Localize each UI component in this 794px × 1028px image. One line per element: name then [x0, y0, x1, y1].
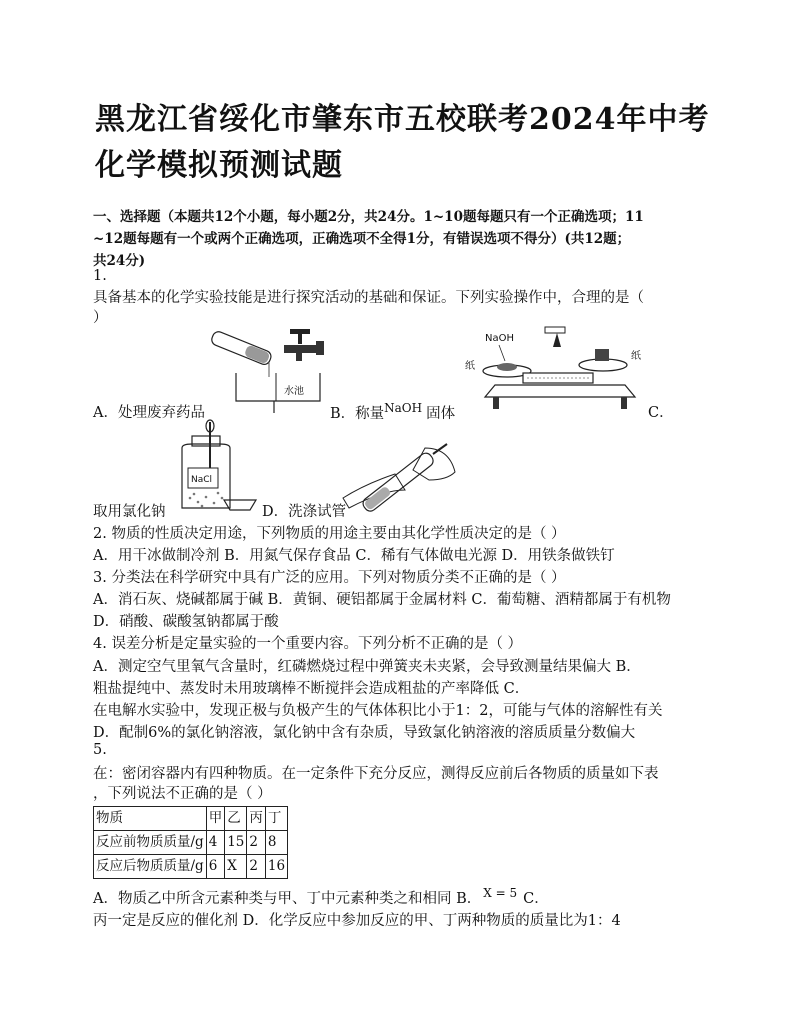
q5-stem: 在：密闭容器内有四种物质。在一定条件下充分反应，测得反应前后各物质的质量如下表 — [93, 766, 659, 782]
paper-right-label: 纸 — [631, 351, 641, 362]
q1-option-b — [330, 401, 455, 423]
table-cell: X — [225, 855, 247, 879]
table-row — [94, 855, 288, 879]
table-cell: 15 — [225, 831, 247, 855]
section-header-line2: ~12题每题有一个或两个正确选项，正确选项不全得1分，有错误选项不得分）(共12题； — [93, 231, 631, 247]
page-title-cont: 化学模拟预测试题 — [95, 148, 343, 183]
q1-stem: 具备基本的化学实验技能是进行探究活动的基础和保证。下列实验操作中，合理的是（ — [93, 290, 644, 306]
q5-option-b-formula: X = 5 — [483, 886, 518, 900]
q4-line1: A．测定空气里氧气含量时，红磷燃烧过程中弹簧夹未夹紧，会导致测量结果偏大 B． — [93, 659, 641, 675]
table-cell: 丙 — [247, 807, 266, 831]
table-cell: 甲 — [206, 807, 225, 831]
q3-options-line2: D．硝酸、碳酸氢钠都属于酸 — [93, 614, 279, 630]
q1-stem-cont: ） — [93, 310, 108, 326]
table-cell: 2 — [247, 855, 266, 879]
table-cell: 6 — [206, 855, 225, 879]
q1-option-a: A．处理废弃药品 — [93, 405, 205, 421]
table-cell: 反应后物质质量/g — [94, 855, 207, 879]
section-header-line3: 共24分) — [93, 253, 146, 269]
q5-option-a: A．物质乙中所含元素种类与甲、丁中元素种类之和相同 B． — [93, 891, 482, 907]
figure-balance — [465, 325, 645, 417]
figure-nacl-jar — [172, 418, 272, 518]
page-title: 黑龙江省绥化市肇东市五校联考2024年中考 — [95, 102, 710, 137]
table-cell: 8 — [265, 831, 287, 855]
sink-label: 水池 — [284, 386, 304, 397]
mass-table — [93, 806, 288, 879]
section-header-line1: 一、选择题（本题共12个小题，每小题2分，共24分。1~10题每题只有一个正确选项；11 — [93, 209, 644, 225]
q5-options-line2: 丙一定是反应的催化剂 D．化学反应中参加反应的甲、丁两种物质的质量比为1：4 — [93, 913, 621, 929]
table-cell: 16 — [265, 855, 287, 879]
q4-line2: 粗盐提纯中、蒸发时未用玻璃棒不断搅拌会造成粗盐的产率降低 C． — [93, 681, 530, 697]
q4-stem: 4. 误差分析是定量实验的一个重要内容。下列分析不正确的是（ ） — [93, 636, 523, 652]
table-cell: 2 — [247, 831, 266, 855]
q3-options-line1: A．消石灰、烧碱都属于碱 B．黄铜、硬铝都属于金属材料 C．葡萄糖、酒精都属于有机物 — [93, 592, 671, 608]
q1-option-b-label: B．称量 — [330, 406, 385, 422]
table-cell: 4 — [206, 831, 225, 855]
table-cell: 物质 — [94, 807, 207, 831]
nacl-label: NaCl — [191, 475, 213, 485]
q1-option-b-formula: NaOH — [384, 401, 423, 415]
q2-stem: 2. 物质的性质决定用途，下列物质的用途主要由其化学性质决定的是（ ） — [93, 526, 566, 542]
figure-wash-tube — [335, 438, 465, 516]
table-cell: 乙 — [225, 807, 247, 831]
paper-left-label: 纸 — [465, 361, 475, 372]
q2-options: A．用干冰做制冷剂 B．用氮气保存食品 C．稀有气体做电光源 D．用铁条做铁钉 — [93, 548, 615, 564]
q1-option-d: D．洗涤试管 — [262, 504, 347, 520]
q4-line3: 在电解水实验中，发现正极与负极产生的气体体积比小于1：2，可能与气体的溶解性有关 — [93, 703, 663, 719]
q5-number: 5. — [93, 742, 107, 758]
q1-number: 1. — [93, 268, 107, 284]
figure-dispose-waste — [206, 327, 326, 417]
table-header-row — [94, 807, 288, 831]
table-cell: 丁 — [265, 807, 287, 831]
q4-line4: D．配制6%的氯化钠溶液，氯化钠中含有杂质，导致氯化钠溶液的溶质质量分数偏大 — [93, 725, 636, 741]
q5-options-line1 — [93, 886, 549, 908]
table-cell: 反应前物质质量/g — [94, 831, 207, 855]
q5-option-c-label: C． — [523, 891, 549, 907]
q3-stem: 3. 分类法在科学研究中具有广泛的应用。下列对物质分类不正确的是（ ） — [93, 570, 566, 586]
q1-option-c: C． — [648, 405, 674, 421]
table-row — [94, 831, 288, 855]
naoh-label: NaOH — [485, 333, 514, 344]
q1-option-b-tail: 固体 — [426, 406, 456, 422]
q5-stem-cont: ，下列说法不正确的是（ ） — [93, 786, 272, 802]
q1-option-c-cont: 取用氯化钠 — [93, 504, 166, 520]
